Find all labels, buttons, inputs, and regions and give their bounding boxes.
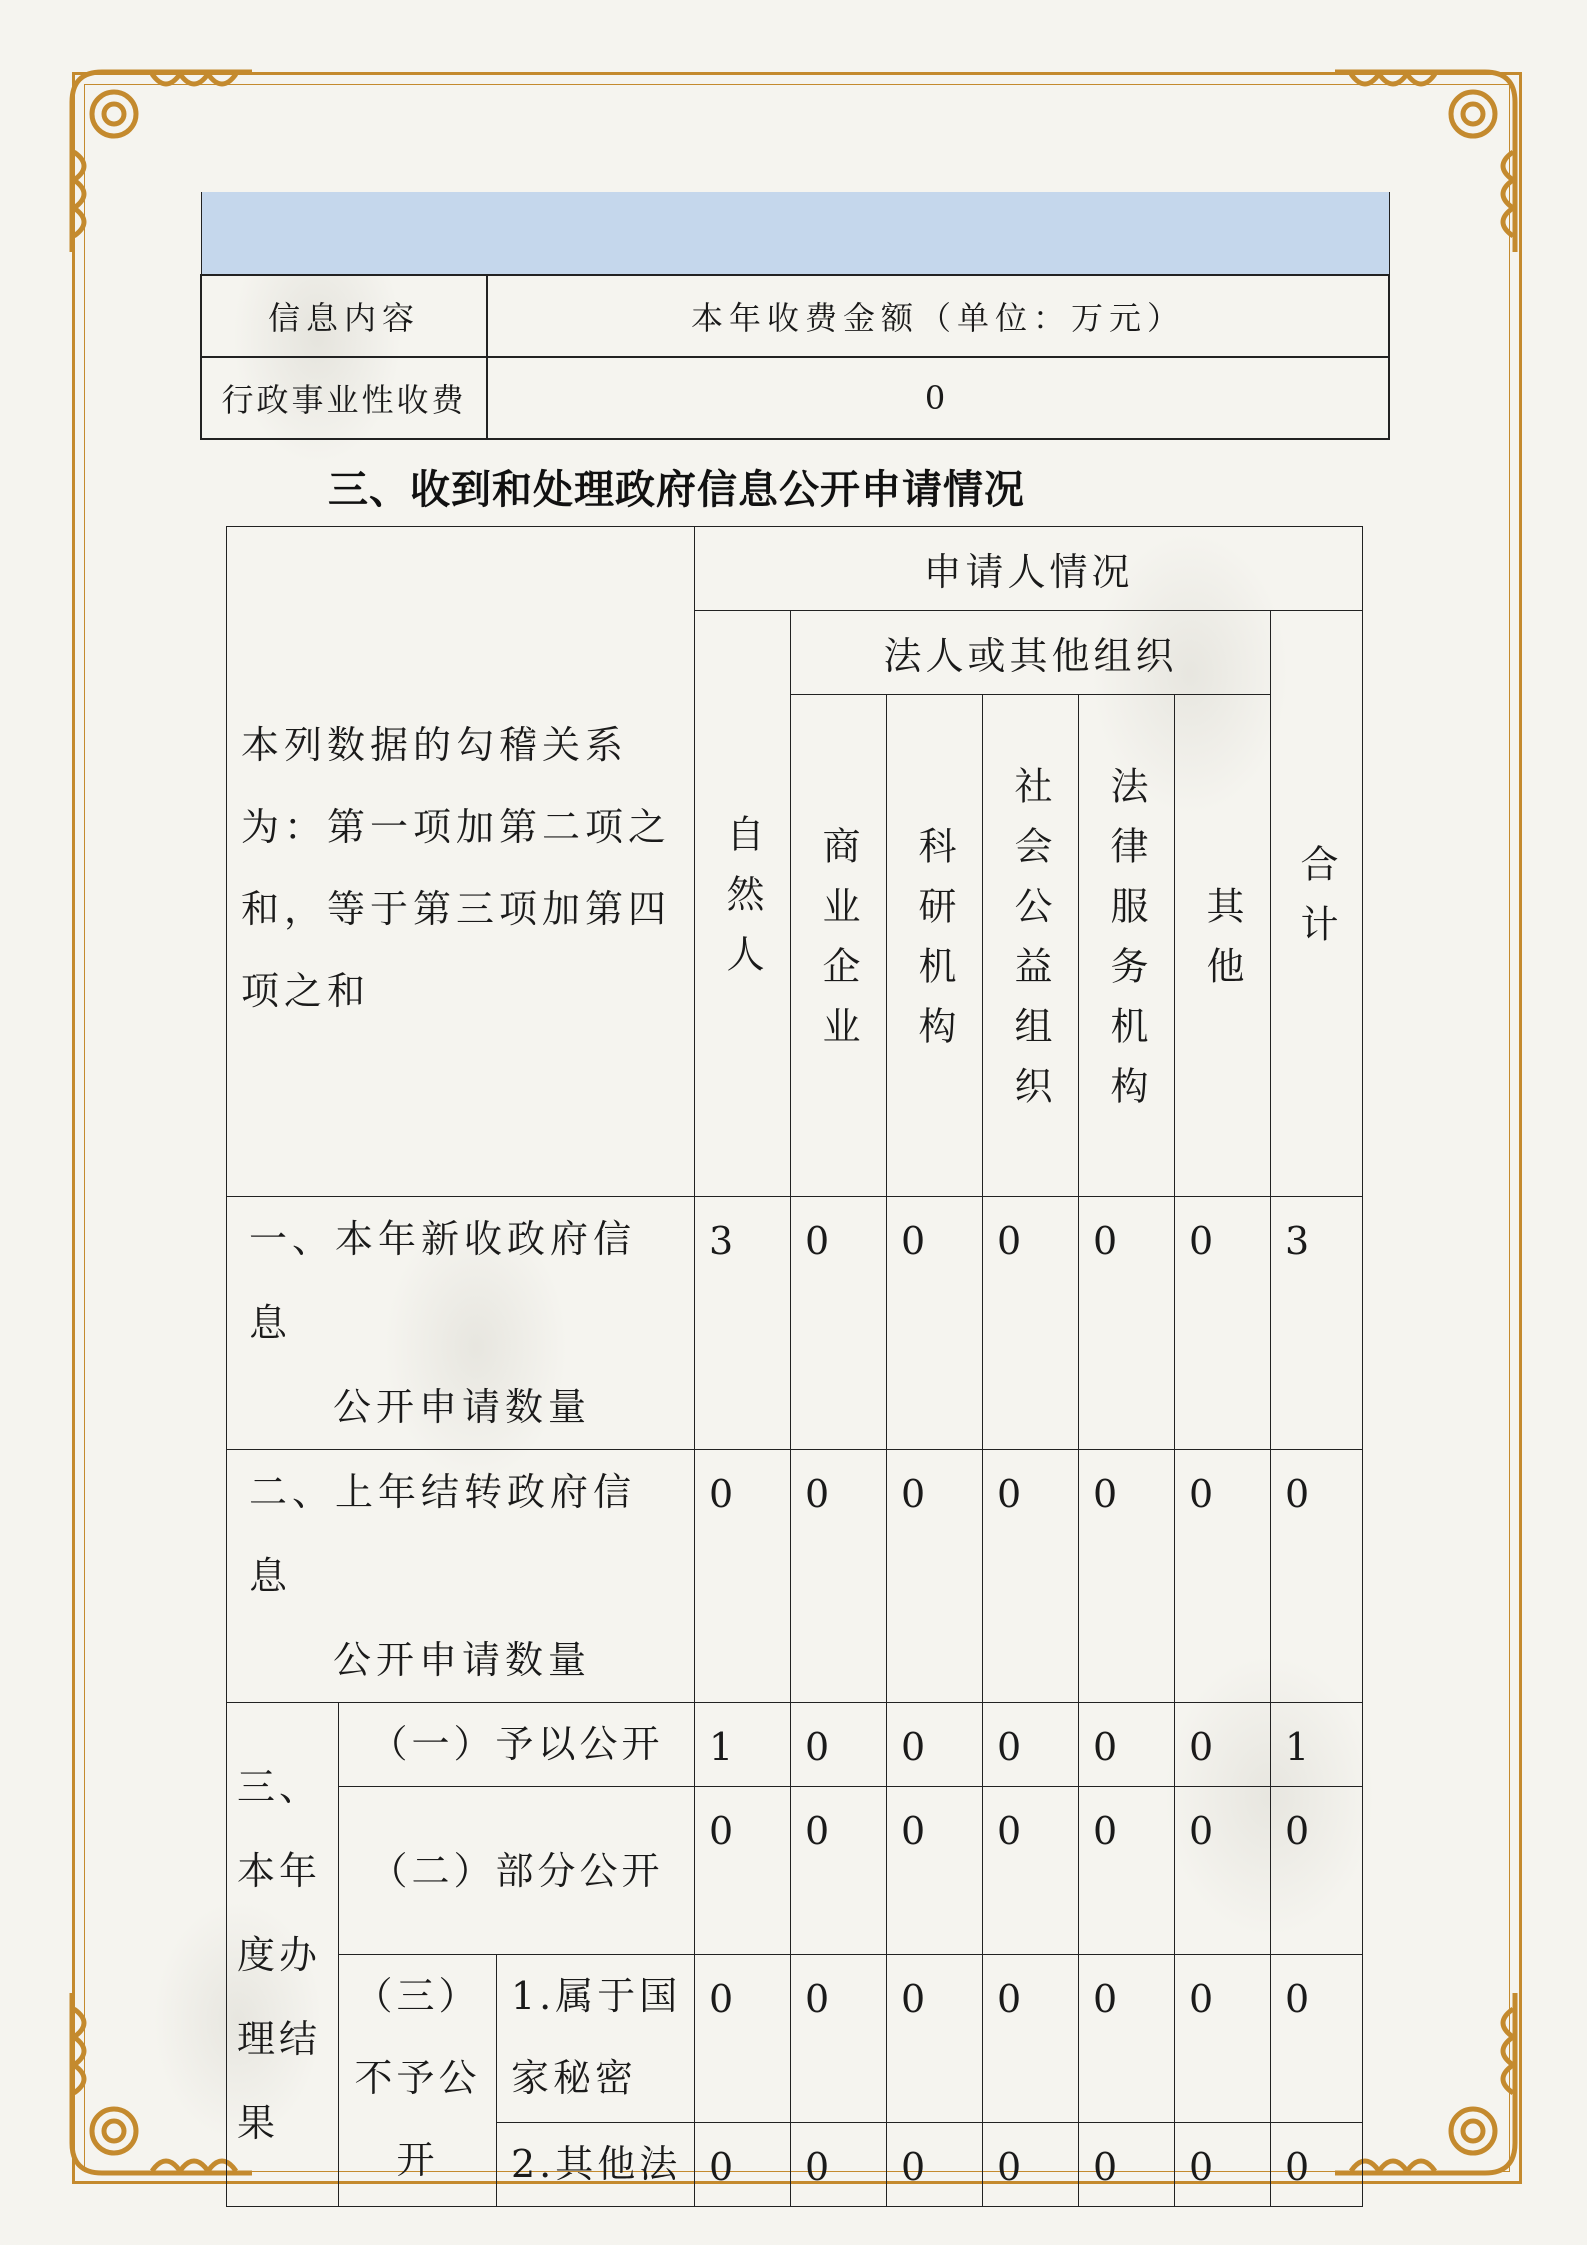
cell-value: 0 bbox=[791, 2123, 887, 2207]
cell-value: 0 bbox=[1175, 1787, 1271, 1955]
cell-value: 3 bbox=[1271, 1197, 1363, 1450]
cell-value: 0 bbox=[887, 1197, 983, 1450]
col-business bbox=[791, 695, 887, 1197]
table-row bbox=[227, 1787, 1363, 1955]
col-social bbox=[983, 695, 1079, 1197]
cell-value: 0 bbox=[1175, 1197, 1271, 1450]
table-row bbox=[227, 1955, 1363, 2123]
col-natural-label: 自然人 bbox=[720, 813, 765, 994]
cell-value: 0 bbox=[695, 1450, 791, 1703]
cell-value: 0 bbox=[791, 1955, 887, 2123]
cell-value: 3 bbox=[695, 1197, 791, 1450]
cell-value: 0 bbox=[695, 1787, 791, 1955]
row-label-line: 二、上年结转政府信息 bbox=[249, 1470, 637, 1598]
row-label-line: 公开申请数量 bbox=[333, 1385, 592, 1429]
cell-value: 0 bbox=[791, 1703, 887, 1787]
table-row bbox=[227, 1450, 1363, 1703]
not-public-label bbox=[339, 1955, 497, 2207]
col-natural bbox=[695, 611, 791, 1197]
cell-value: 0 bbox=[1271, 1955, 1363, 2123]
cell-value: 0 bbox=[983, 1955, 1079, 2123]
applicant-header: 申请人情况 bbox=[695, 527, 1363, 611]
application-table bbox=[226, 526, 1363, 2207]
col-legal-service bbox=[1079, 695, 1175, 1197]
fee-row-value: 0 bbox=[487, 357, 1389, 439]
cell-value: 0 bbox=[887, 2123, 983, 2207]
col-business-label: 商业企业 bbox=[816, 825, 861, 1066]
cell-value: 0 bbox=[983, 1450, 1079, 1703]
cell-value: 0 bbox=[983, 1787, 1079, 1955]
cell-value: 0 bbox=[1271, 1787, 1363, 1955]
cell-value: 0 bbox=[887, 1955, 983, 2123]
cell-value: 0 bbox=[1079, 1450, 1175, 1703]
col-research-label: 科研机构 bbox=[912, 825, 957, 1066]
table-row bbox=[227, 1197, 1363, 1450]
cell-value: 0 bbox=[1079, 1197, 1175, 1450]
cell-value: 0 bbox=[1271, 2123, 1363, 2207]
row-label: （二）部分公开 bbox=[339, 1787, 695, 1955]
cell-value: 0 bbox=[983, 1703, 1079, 1787]
cell-value: 0 bbox=[983, 2123, 1079, 2207]
cell-value: 0 bbox=[983, 1197, 1079, 1450]
cell-value: 0 bbox=[887, 1450, 983, 1703]
row-label bbox=[227, 1450, 695, 1703]
row-label: 2.其他法 bbox=[497, 2123, 695, 2207]
cell-value: 0 bbox=[695, 2123, 791, 2207]
col-other bbox=[1175, 695, 1271, 1197]
not-public-text: （三）不予公开 bbox=[354, 1974, 481, 2182]
fee-row-label: 行政事业性收费 bbox=[201, 357, 487, 439]
col-social-label: 社会公益组织 bbox=[1008, 765, 1053, 1126]
cell-value: 0 bbox=[791, 1197, 887, 1450]
col-legal-service-label: 法律服务机构 bbox=[1104, 765, 1149, 1126]
result-group-text: 三、本年度办理结果 bbox=[237, 1764, 322, 2145]
cell-value: 0 bbox=[887, 1703, 983, 1787]
cell-value: 0 bbox=[1175, 1955, 1271, 2123]
row-label: （一）予以公开 bbox=[339, 1703, 695, 1787]
table-row bbox=[227, 1703, 1363, 1787]
col-total-label: 合计 bbox=[1294, 843, 1339, 964]
row-label-line: 一、本年新收政府信息 bbox=[249, 1217, 637, 1345]
cell-value: 1 bbox=[1271, 1703, 1363, 1787]
col-total bbox=[1271, 611, 1363, 1197]
legal-header: 法人或其他组织 bbox=[791, 611, 1271, 695]
fee-header-content: 信息内容 bbox=[201, 275, 487, 357]
cell-value: 0 bbox=[887, 1787, 983, 1955]
section-title: 三、收到和处理政府信息公开申请情况 bbox=[328, 467, 1025, 513]
cell-value: 1 bbox=[695, 1703, 791, 1787]
col-other-label: 其他 bbox=[1200, 885, 1245, 1006]
fee-header-amount: 本年收费金额（单位：万元） bbox=[487, 275, 1389, 357]
relation-note-text: 本列数据的勾稽关系为：第一项加第二项之和，等于第三项加第四项之和 bbox=[241, 722, 672, 1013]
row-label: 1.属于国家秘密 bbox=[497, 1955, 695, 2123]
col-research bbox=[887, 695, 983, 1197]
cell-value: 0 bbox=[1079, 1787, 1175, 1955]
cell-value: 0 bbox=[791, 1787, 887, 1955]
cell-value: 0 bbox=[791, 1450, 887, 1703]
row-label bbox=[227, 1197, 695, 1450]
result-group-label bbox=[227, 1703, 339, 2207]
fee-table bbox=[200, 192, 1390, 440]
row-label-line: 公开申请数量 bbox=[333, 1638, 592, 1682]
cell-value: 0 bbox=[1175, 1450, 1271, 1703]
cell-value: 0 bbox=[1079, 1703, 1175, 1787]
cell-value: 0 bbox=[1079, 2123, 1175, 2207]
cell-value: 0 bbox=[1175, 2123, 1271, 2207]
relation-note bbox=[227, 527, 695, 1197]
cell-value: 0 bbox=[1175, 1703, 1271, 1787]
cell-value: 0 bbox=[1271, 1450, 1363, 1703]
cell-value: 0 bbox=[695, 1955, 791, 2123]
cell-value: 0 bbox=[1079, 1955, 1175, 2123]
fee-table-header-band bbox=[201, 192, 1389, 275]
